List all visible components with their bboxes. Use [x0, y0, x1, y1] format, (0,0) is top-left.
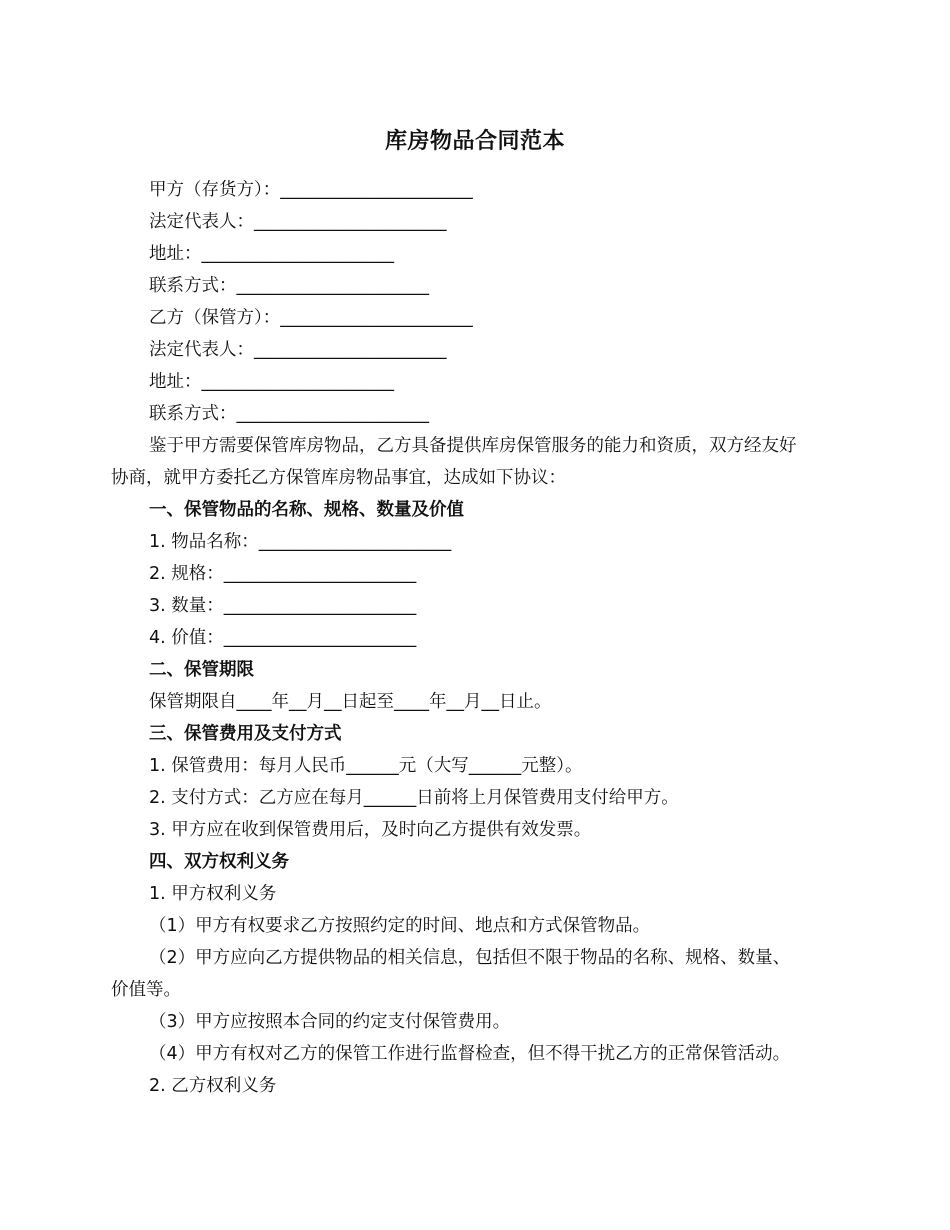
section-4-clause-2-line-2: 价值等。: [111, 980, 181, 1000]
party-a-address-field: 地址：______________________: [149, 244, 394, 264]
section-4-clause-2-line-1: （2）甲方应向乙方提供物品的相关信息，包括但不限于物品的名称、规格、数量、: [149, 948, 791, 968]
section-4-clause-4: （4）甲方有权对乙方的保管工作进行监督检查，但不得干扰乙方的正常保管活动。: [149, 1044, 791, 1064]
section-1-item-quantity: 3. 数量：______________________: [149, 596, 417, 616]
preamble-line-1: 鉴于甲方需要保管库房物品，乙方具备提供库房保管服务的能力和资质，双方经友好: [149, 436, 797, 456]
section-2-heading: 二、保管期限: [149, 660, 254, 680]
document-title: 库房物品合同范本: [384, 129, 565, 154]
party-b-rep-field: 法定代表人：______________________: [149, 340, 447, 360]
section-1-item-spec: 2. 规格：______________________: [149, 564, 417, 584]
section-1-item-name: 1. 物品名称：______________________: [149, 532, 452, 552]
party-b-field: 乙方（保管方）：______________________: [149, 308, 473, 328]
section-4-heading: 四、双方权利义务: [149, 852, 289, 872]
section-1-item-value: 4. 价值：______________________: [149, 628, 417, 648]
section-4-sub-1: 1. 甲方权利义务: [149, 884, 277, 904]
preamble-line-2: 协商，就甲方委托乙方保管库房物品事宜，达成如下协议：: [111, 468, 566, 488]
party-a-contact-field: 联系方式：______________________: [149, 276, 429, 296]
section-3-item-payment: 2. 支付方式：乙方应在每月______日前将上月保管费用支付给甲方。: [149, 788, 679, 808]
section-3-item-fee: 1. 保管费用：每月人民币______元（大写______元整）。: [149, 756, 583, 776]
section-4-clause-1: （1）甲方有权要求乙方按照约定的时间、地点和方式保管物品。: [149, 916, 651, 936]
section-3-item-invoice: 3. 甲方应在收到保管费用后，及时向乙方提供有效发票。: [149, 820, 592, 840]
party-a-rep-field: 法定代表人：______________________: [149, 212, 447, 232]
section-2-text: 保管期限自____年__月__日起至____年__月__日止。: [149, 692, 552, 712]
section-1-heading: 一、保管物品的名称、规格、数量及价值: [149, 500, 464, 520]
section-4-clause-3: （3）甲方应按照本合同的约定支付保管费用。: [149, 1012, 511, 1032]
party-b-contact-field: 联系方式：______________________: [149, 404, 429, 424]
section-4-sub-2: 2. 乙方权利义务: [149, 1076, 277, 1096]
party-a-field: 甲方（存货方）：______________________: [149, 180, 473, 200]
section-3-heading: 三、保管费用及支付方式: [149, 724, 342, 744]
party-b-address-field: 地址：______________________: [149, 372, 394, 392]
